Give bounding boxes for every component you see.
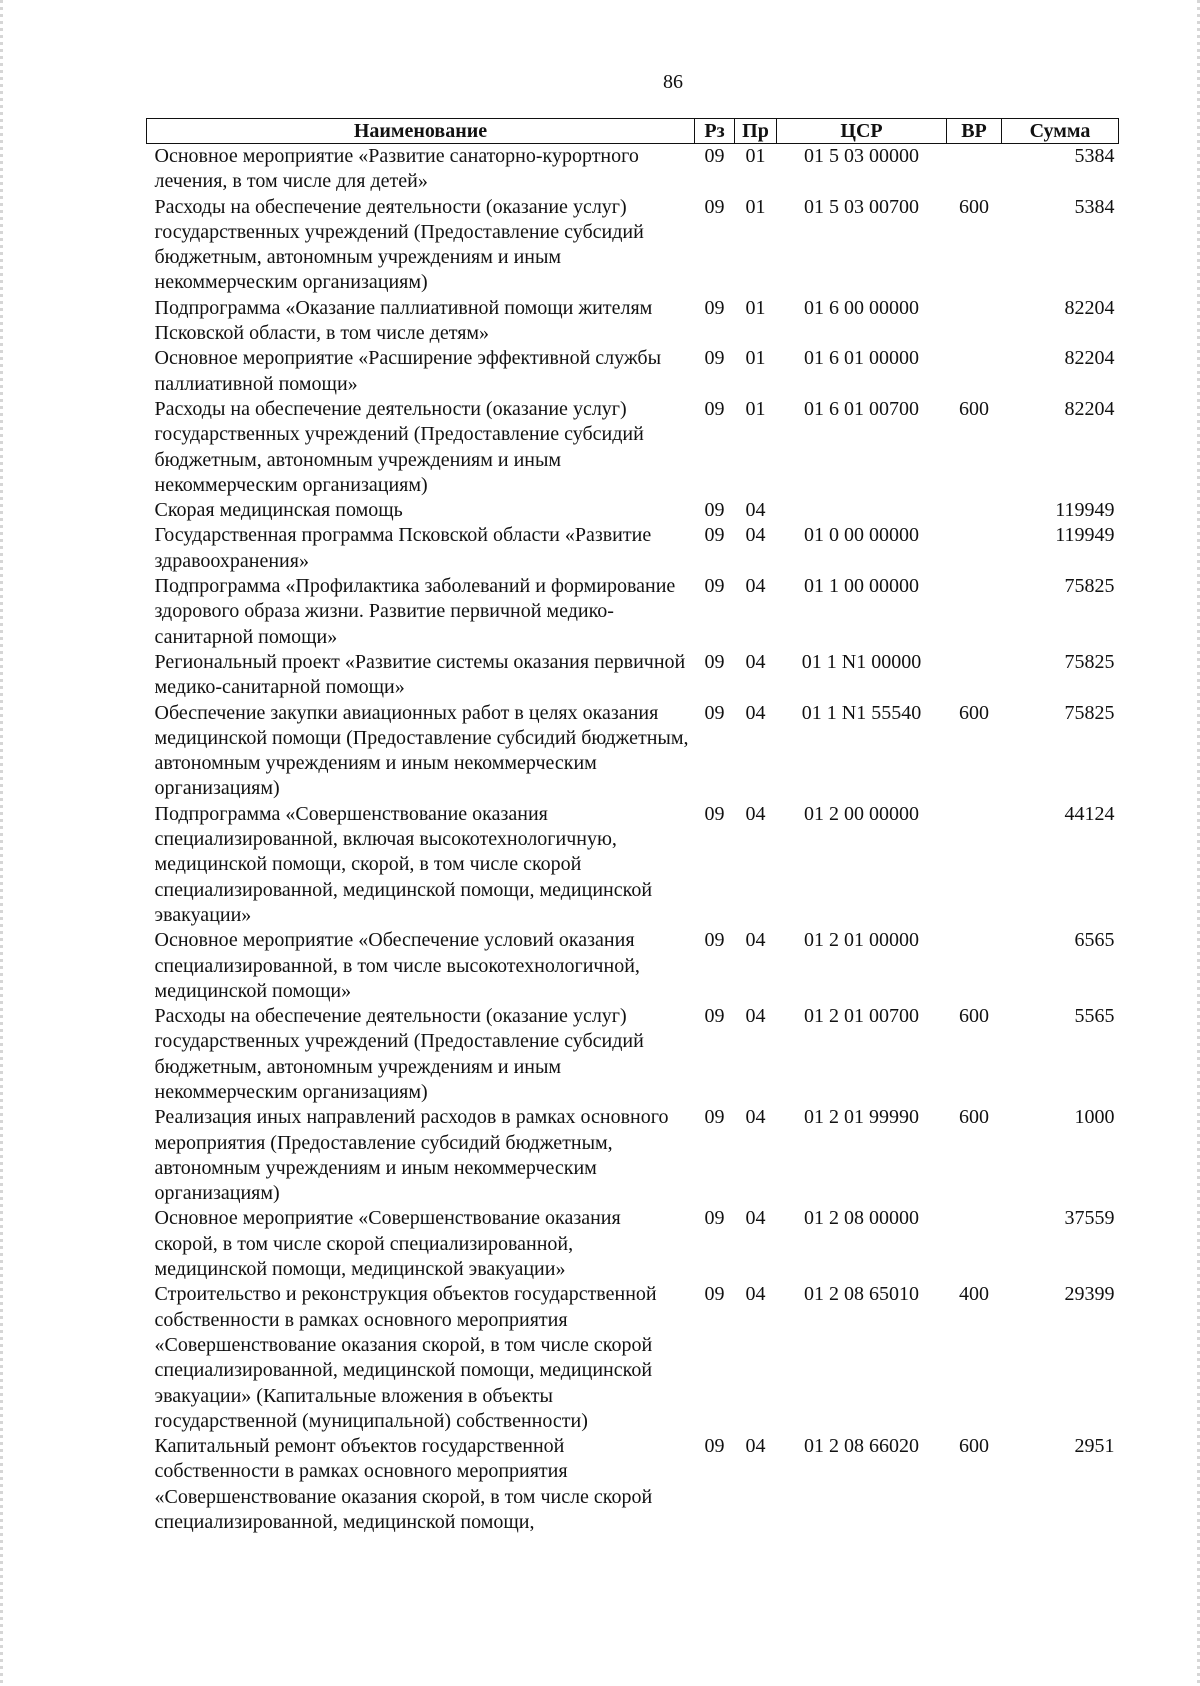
table-row	[147, 523, 1119, 574]
row-sum: 2951	[1074, 1435, 1115, 1458]
row-sum: 75825	[1064, 650, 1115, 673]
table-body	[147, 144, 1119, 1536]
row-rz: 09	[704, 296, 725, 319]
row-csr: 01 2 00 00000	[804, 802, 919, 825]
row-sum: 75825	[1064, 701, 1115, 724]
row-vr	[947, 802, 1002, 928]
row-vr	[947, 650, 1002, 701]
row-vr: 600	[959, 1005, 989, 1028]
table-header	[147, 119, 1119, 144]
row-vr	[947, 296, 1002, 347]
header-name: Наименование	[147, 119, 695, 144]
row-rz: 09	[704, 1207, 725, 1230]
row-sum: 119949	[1055, 499, 1115, 522]
row-csr: 01 5 03 00700	[804, 195, 919, 218]
table-row	[147, 574, 1119, 650]
row-sum: 37559	[1064, 1207, 1115, 1230]
row-vr	[947, 574, 1002, 650]
header-pr: Пр	[735, 119, 777, 144]
header-row	[147, 119, 1119, 144]
row-csr: 01 2 01 99990	[804, 1106, 919, 1129]
row-csr: 01 6 01 00000	[804, 347, 919, 370]
row-pr: 01	[745, 296, 766, 319]
row-csr: 01 2 01 00700	[804, 1005, 919, 1028]
row-vr	[947, 928, 1002, 1004]
row-sum: 119949	[1055, 524, 1115, 547]
row-csr: 01 5 03 00000	[804, 145, 919, 167]
row-pr: 04	[745, 802, 766, 825]
row-vr	[947, 523, 1002, 574]
row-name: Подпрограмма «Совершенствование оказания специализированной, включая высокотехнологичную, медицинской помощи, скорой, в том числе скорой специализированной, медицинской помощи, медицинской эвакуации»	[154, 802, 653, 926]
row-csr: 01 2 01 00000	[804, 929, 919, 952]
row-sum: 82204	[1064, 347, 1115, 370]
row-csr: 01 1 00 00000	[804, 575, 919, 598]
row-name: Региональный проект «Развитие системы оказания первичной медико-санитарной помощи»	[154, 650, 686, 699]
row-csr: 01 2 08 00000	[804, 1207, 919, 1230]
row-vr	[947, 144, 1002, 195]
row-pr: 04	[745, 1106, 766, 1129]
row-pr: 04	[745, 701, 766, 724]
scan-edge-left	[0, 0, 3, 1686]
row-sum: 75825	[1064, 575, 1115, 598]
row-vr	[947, 346, 1002, 397]
row-name: Подпрограмма «Профилактика заболеваний и формирование здорового образа жизни. Развитие первичной медико-санитарной помощи»	[154, 575, 676, 648]
row-vr: 600	[959, 1106, 989, 1129]
row-sum: 29399	[1064, 1283, 1115, 1306]
page-number: 86	[663, 71, 683, 93]
table-row	[147, 802, 1119, 928]
row-csr: 01 2 08 65010	[804, 1283, 919, 1306]
row-pr: 04	[745, 1435, 766, 1458]
table-row	[147, 1206, 1119, 1282]
row-name: Основное мероприятие «Расширение эффективной службы паллиативной помощи»	[154, 347, 662, 395]
row-name: Реализация иных направлений расходов в рамках основного мероприятия (Предоставление субсидий бюджетным, автономным учреждениям и иным некоммерческим организациям)	[154, 1106, 669, 1205]
table-row	[147, 650, 1119, 701]
row-rz: 09	[704, 145, 725, 167]
row-pr: 01	[745, 195, 766, 218]
row-rz: 09	[704, 397, 725, 420]
row-sum: 44124	[1064, 802, 1115, 825]
row-rz: 09	[704, 650, 725, 673]
row-name: Расходы на обеспечение деятельности (оказание услуг) государственных учреждений (Предоставление субсидий бюджетным, автономным учреждениям и иным некоммерческим организациям)	[154, 1005, 644, 1103]
row-pr: 04	[745, 499, 766, 522]
header-sum: Сумма	[1002, 119, 1119, 144]
row-csr: 01 1 N1 55540	[801, 701, 922, 724]
row-sum: 82204	[1064, 296, 1115, 319]
row-pr: 04	[745, 524, 766, 547]
row-csr: 01 6 01 00700	[804, 397, 919, 420]
row-vr: 600	[959, 1435, 989, 1458]
header-csr: ЦСР	[777, 119, 947, 144]
row-name: Капитальный ремонт объектов государственной собственности в рамках основного мероприятия «Совершенствование оказания скорой, в том числе скорой специализированной, медицинской помощи,	[154, 1435, 653, 1534]
row-vr	[947, 1206, 1002, 1282]
row-name: Обеспечение закупки авиационных работ в целях оказания медицинской помощи (Предоставление субсидий бюджетным, автономным учреждениям и иным некоммерческим организациям)	[154, 701, 689, 800]
row-pr: 01	[745, 145, 766, 167]
table-row	[147, 296, 1119, 347]
row-csr: 01 0 00 00000	[804, 524, 919, 547]
row-pr: 04	[745, 1283, 766, 1306]
row-pr: 04	[745, 575, 766, 598]
row-rz: 09	[704, 524, 725, 547]
row-sum: 5384	[1074, 195, 1115, 218]
table-row	[147, 144, 1119, 195]
table-row	[147, 1434, 1119, 1535]
table-row	[147, 1105, 1119, 1206]
row-rz: 09	[704, 195, 725, 218]
row-pr: 01	[745, 347, 766, 370]
row-rz: 09	[704, 929, 725, 952]
table-row	[147, 195, 1119, 296]
table-row	[147, 701, 1119, 802]
row-name: Основное мероприятие «Совершенствование оказания скорой, в том числе скорой специализированной, медицинской помощи, медицинской эвакуации»	[154, 1207, 621, 1281]
table-row	[147, 346, 1119, 397]
row-name: Основное мероприятие «Развитие санаторно-курортного лечения, в том числе для детей»	[154, 145, 639, 193]
row-sum: 82204	[1064, 397, 1115, 420]
row-rz: 09	[704, 802, 725, 825]
row-csr: 01 1 N1 00000	[801, 650, 922, 673]
budget-table	[146, 118, 1119, 1535]
row-rz: 09	[704, 1106, 725, 1129]
row-vr: 600	[959, 397, 989, 420]
row-rz: 09	[704, 1005, 725, 1028]
row-pr: 01	[745, 397, 766, 420]
row-rz: 09	[704, 575, 725, 598]
row-name: Расходы на обеспечение деятельности (оказание услуг) государственных учреждений (Предоставление субсидий бюджетным, автономным учреждениям и иным некоммерческим организациям)	[154, 195, 644, 294]
row-name: Расходы на обеспечение деятельности (оказание услуг) государственных учреждений (Предоставление субсидий бюджетным, автономным учреждениям и иным некоммерческим организациям)	[154, 397, 644, 496]
row-name: Строительство и реконструкция объектов государственной собственности в рамках основного мероприятия «Совершенствование оказания скорой, в том числе скорой специализированной, медицинской помощи, медицинской эвакуации» (Капитальные вложения в объекты государственной (муниципальной) собственности)	[154, 1283, 657, 1432]
row-sum: 5384	[1074, 145, 1115, 167]
row-vr: 600	[959, 701, 989, 724]
row-vr: 600	[959, 195, 989, 218]
row-sum: 1000	[1074, 1106, 1115, 1129]
row-pr: 04	[745, 650, 766, 673]
row-vr: 400	[959, 1283, 989, 1306]
row-csr: 01 6 00 00000	[804, 296, 919, 319]
row-name: Скорая медицинская помощь	[154, 499, 403, 522]
row-name: Подпрограмма «Оказание паллиативной помощи жителям Псковской области, в том числе детям»	[154, 296, 653, 345]
table-row	[147, 1282, 1119, 1434]
row-name: Основное мероприятие «Обеспечение условий оказания специализированной, в том числе высокотехнологичной, медицинской помощи»	[154, 929, 640, 1002]
row-pr: 04	[745, 1005, 766, 1028]
row-rz: 09	[704, 701, 725, 724]
table-row	[147, 397, 1119, 498]
row-rz: 09	[704, 499, 725, 522]
row-pr: 04	[745, 1207, 766, 1230]
row-pr: 04	[745, 929, 766, 952]
row-vr	[947, 498, 1002, 523]
header-rz: Рз	[695, 119, 735, 144]
table-row	[147, 498, 1119, 523]
row-csr: 01 2 08 66020	[804, 1435, 919, 1458]
row-rz: 09	[704, 1283, 725, 1306]
row-sum: 6565	[1074, 929, 1115, 952]
row-sum: 5565	[1074, 1005, 1115, 1028]
header-vr: ВР	[947, 119, 1002, 144]
row-name: Государственная программа Псковской области «Развитие здравоохранения»	[154, 524, 652, 572]
row-csr	[777, 498, 947, 523]
table-row	[147, 1004, 1119, 1105]
row-rz: 09	[704, 347, 725, 370]
row-rz: 09	[704, 1435, 725, 1458]
table-row	[147, 928, 1119, 1004]
